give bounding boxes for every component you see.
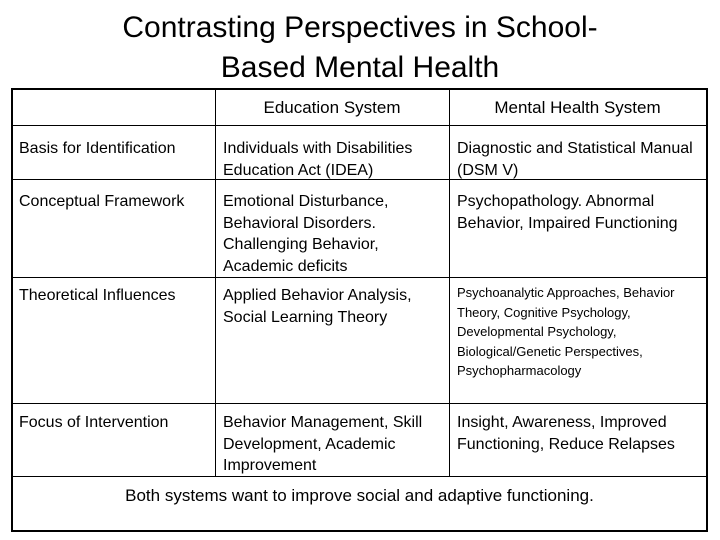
title-line-2: Based Mental Health bbox=[220, 51, 500, 84]
mental-health-cell: Insight, Awareness, Improved Functioning, Reduce Relapses bbox=[457, 414, 675, 453]
education-cell: Behavior Management, Skill Development, Academic Improvement bbox=[223, 414, 423, 474]
page-title bbox=[40, 8, 680, 88]
education-cell: Applied Behavior Analysis, Social Learning Theory bbox=[223, 287, 412, 326]
row-divider bbox=[13, 125, 706, 126]
education-cell: Emotional Disturbance, Behavioral Disorders. Challenging Behavior, Academic deficits bbox=[223, 193, 389, 275]
footer-note: Both systems want to improve social and adaptive functioning. bbox=[125, 486, 594, 505]
title-line-1: Contrasting Perspectives in School- bbox=[122, 11, 598, 44]
column-divider bbox=[449, 90, 450, 476]
mental-health-cell: Psychopathology. Abnormal Behavior, Impaired Functioning bbox=[457, 193, 678, 232]
row-label: Theoretical Influences bbox=[19, 287, 176, 304]
comparison-table bbox=[11, 88, 708, 532]
row-divider bbox=[13, 277, 706, 278]
education-cell: Individuals with Disabilities Education Act (IDEA) bbox=[223, 140, 413, 179]
header-education: Education System bbox=[263, 98, 401, 117]
row-divider bbox=[13, 403, 706, 404]
row-label: Basis for Identification bbox=[19, 140, 176, 157]
row-label: Focus of Intervention bbox=[19, 414, 169, 431]
mental-health-cell: Psychoanalytic Approaches, Behavior Theory, Cognitive Psychology, Developmental Psychology, Biological/Genetic Perspectives, Psychopharmacology bbox=[457, 285, 675, 378]
row-label: Conceptual Framework bbox=[19, 193, 185, 210]
header-mental-health: Mental Health System bbox=[494, 98, 661, 117]
column-divider bbox=[215, 90, 216, 476]
mental-health-cell: Diagnostic and Statistical Manual (DSM V) bbox=[457, 140, 693, 179]
